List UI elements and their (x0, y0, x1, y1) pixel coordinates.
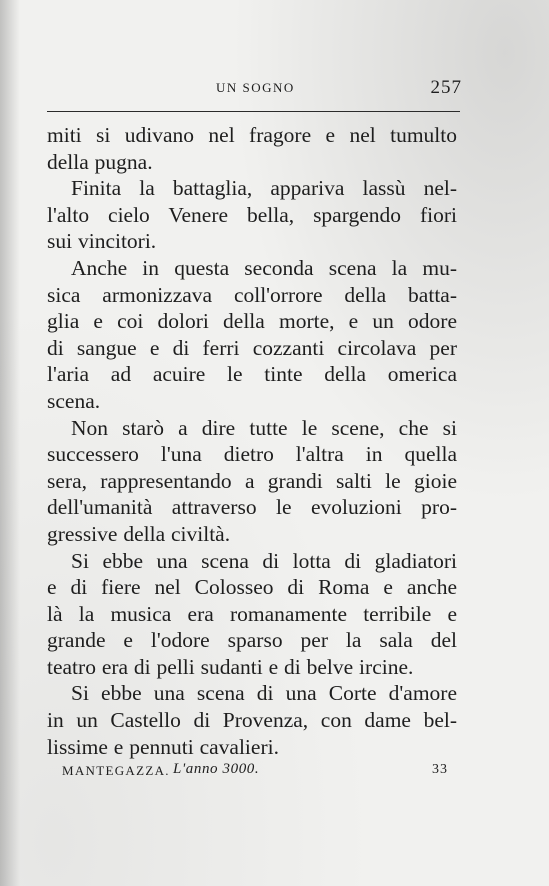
paragraph (47, 175, 457, 255)
page-number: 257 (430, 77, 462, 98)
header-rule (47, 111, 460, 112)
paragraph (47, 122, 457, 175)
text-line: scena. (47, 388, 101, 413)
text-line: Finita la battaglia, appariva lassù nel- (71, 176, 457, 201)
text-line: Si ebbe una scena di lotta di gladiatori (71, 548, 457, 573)
running-title: UN SOGNO (216, 80, 295, 95)
text-line: grande e l'odore sparso per la sala del (47, 628, 457, 653)
signature-line (62, 761, 448, 785)
text-line: lissime e pennuti cavalieri. (47, 734, 279, 759)
paragraph (47, 548, 457, 681)
text-line: della pugna. (47, 149, 153, 174)
text-line: sui vincitori. (47, 229, 157, 254)
text-line: glia e coi dolori della morte, e un odore (47, 309, 457, 334)
text-line: in un Castello di Provenza, con dame bel- (47, 708, 457, 733)
paragraph (47, 680, 457, 760)
signature-work-title: L'anno 3000. (173, 761, 260, 777)
text-line: l'alto cielo Venere bella, spargendo fiori (47, 202, 457, 227)
text-line: sera, rappresentando a grandi salti le gioie (47, 468, 457, 493)
text-line: là la musica era romanamente terribile e (47, 601, 457, 626)
text-line: miti si udivano nel fragore e nel tumulto (47, 123, 457, 147)
text-line: e di fiere nel Colosseo di Roma e anche (47, 575, 457, 600)
text-line: Non starò a dire tutte le scene, che si (71, 415, 457, 440)
binding-shadow (0, 0, 20, 886)
text-line: di sangue e di ferri cozzanti circolava per (47, 335, 457, 360)
signature-author: MANTEGAZZA. (62, 763, 170, 778)
text-line: l'aria ad acuire le tinte della omerica (47, 362, 457, 387)
paragraph (47, 255, 457, 415)
text-line: gressive della civiltà. (47, 521, 231, 546)
text-line: dell'umanità attraverso le evoluzioni pro- (47, 495, 457, 520)
text-line: successero l'una dietro l'altra in quella (47, 442, 457, 467)
body-text (47, 122, 457, 760)
running-head (46, 77, 462, 101)
text-line: Si ebbe una scena di una Corte d'amore (71, 681, 457, 706)
text-line: sica armonizzava coll'orrore della batta- (47, 282, 457, 307)
signature-number: 33 (432, 762, 448, 777)
text-line: teatro era di pelli sudanti e di belve ircine. (47, 654, 414, 679)
paragraph (47, 415, 457, 548)
text-line: Anche in questa seconda scena la mu- (71, 255, 457, 280)
